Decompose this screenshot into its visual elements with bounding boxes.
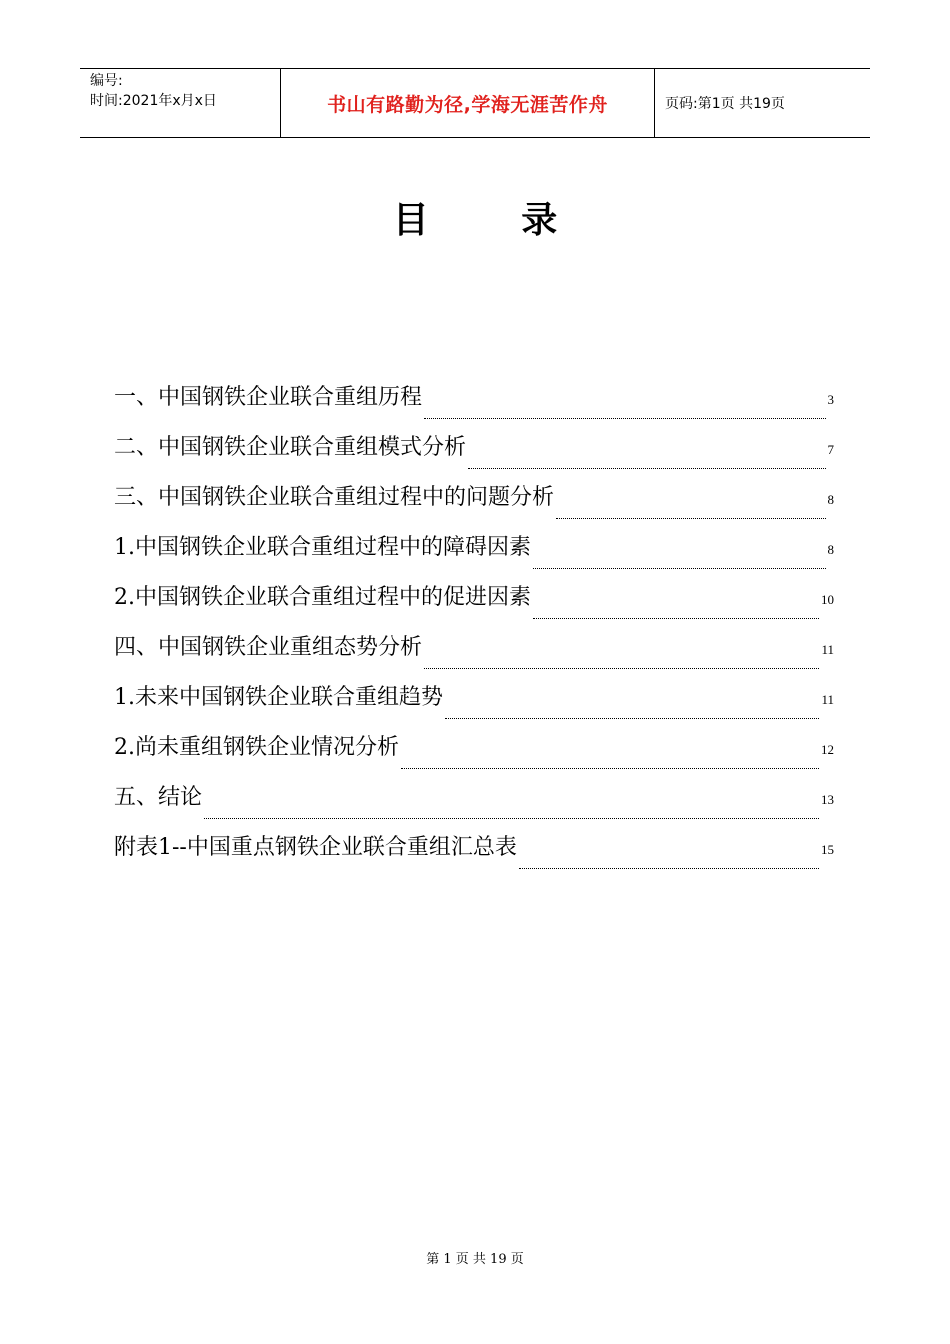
toc-entry[interactable] (114, 430, 834, 480)
toc-entry-page: 7 (827, 442, 834, 457)
toc-entry[interactable] (114, 830, 834, 880)
toc-leader-dots (424, 667, 819, 669)
toc-leader-dots (468, 467, 825, 469)
toc-entry-page: 15 (821, 842, 834, 857)
toc-entry-page: 3 (827, 392, 834, 407)
toc-entry-page: 8 (827, 492, 834, 507)
toc-entry-page: 10 (821, 592, 834, 607)
toc-leader-dots (556, 517, 825, 519)
toc-entry-page: 11 (821, 642, 834, 657)
toc-leader-dots (204, 817, 819, 819)
toc-entry[interactable] (114, 680, 834, 730)
toc-entry[interactable] (114, 780, 834, 830)
toc-entry-page: 8 (827, 542, 834, 557)
page-title: 目 录 (392, 200, 598, 241)
toc-entry[interactable] (114, 480, 834, 530)
toc-entry-label: 一、中国钢铁企业联合重组历程 (114, 385, 423, 410)
header-motto: 书山有路勤为径,学海无涯苦作舟 (281, 69, 655, 137)
toc-leader-dots (533, 567, 826, 569)
page-footer: 第 1 页 共 19 页 (426, 1252, 524, 1267)
table-of-contents (114, 380, 834, 880)
toc-entry[interactable] (114, 730, 834, 780)
toc-leader-dots (445, 717, 819, 719)
toc-entry-label: 三、中国钢铁企业联合重组过程中的问题分析 (114, 485, 555, 510)
header-date-label: 时间:2021年x月x日 (90, 93, 217, 109)
toc-leader-dots (533, 617, 819, 619)
toc-entry-label: 2.尚未重组钢铁企业情况分析 (114, 735, 399, 760)
toc-entry-page: 11 (821, 692, 834, 707)
page-header (80, 68, 870, 138)
toc-entry-label: 1.中国钢铁企业联合重组过程中的障碍因素 (114, 535, 531, 560)
toc-entry-page: 12 (821, 742, 834, 757)
header-meta (80, 69, 281, 137)
toc-entry[interactable] (114, 530, 834, 580)
toc-entry[interactable] (114, 630, 834, 680)
toc-entry-label: 2.中国钢铁企业联合重组过程中的促进因素 (114, 585, 531, 610)
toc-entry-label: 附表1--中国重点钢铁企业联合重组汇总表 (114, 835, 517, 860)
toc-leader-dots (401, 767, 819, 769)
toc-entry-label: 四、中国钢铁企业重组态势分析 (114, 635, 423, 660)
toc-leader-dots (519, 867, 819, 869)
toc-entry-label: 二、中国钢铁企业联合重组模式分析 (114, 435, 467, 460)
toc-entry-label: 1.未来中国钢铁企业联合重组趋势 (114, 685, 443, 710)
toc-entry-label: 五、结论 (114, 785, 203, 810)
toc-entry-page: 13 (821, 792, 834, 807)
toc-entry[interactable] (114, 580, 834, 630)
toc-leader-dots (424, 417, 825, 419)
header-page-label: 页码:第1页 共19页 (665, 96, 785, 112)
toc-entry[interactable] (114, 380, 834, 430)
header-number-label: 编号: (90, 73, 123, 89)
